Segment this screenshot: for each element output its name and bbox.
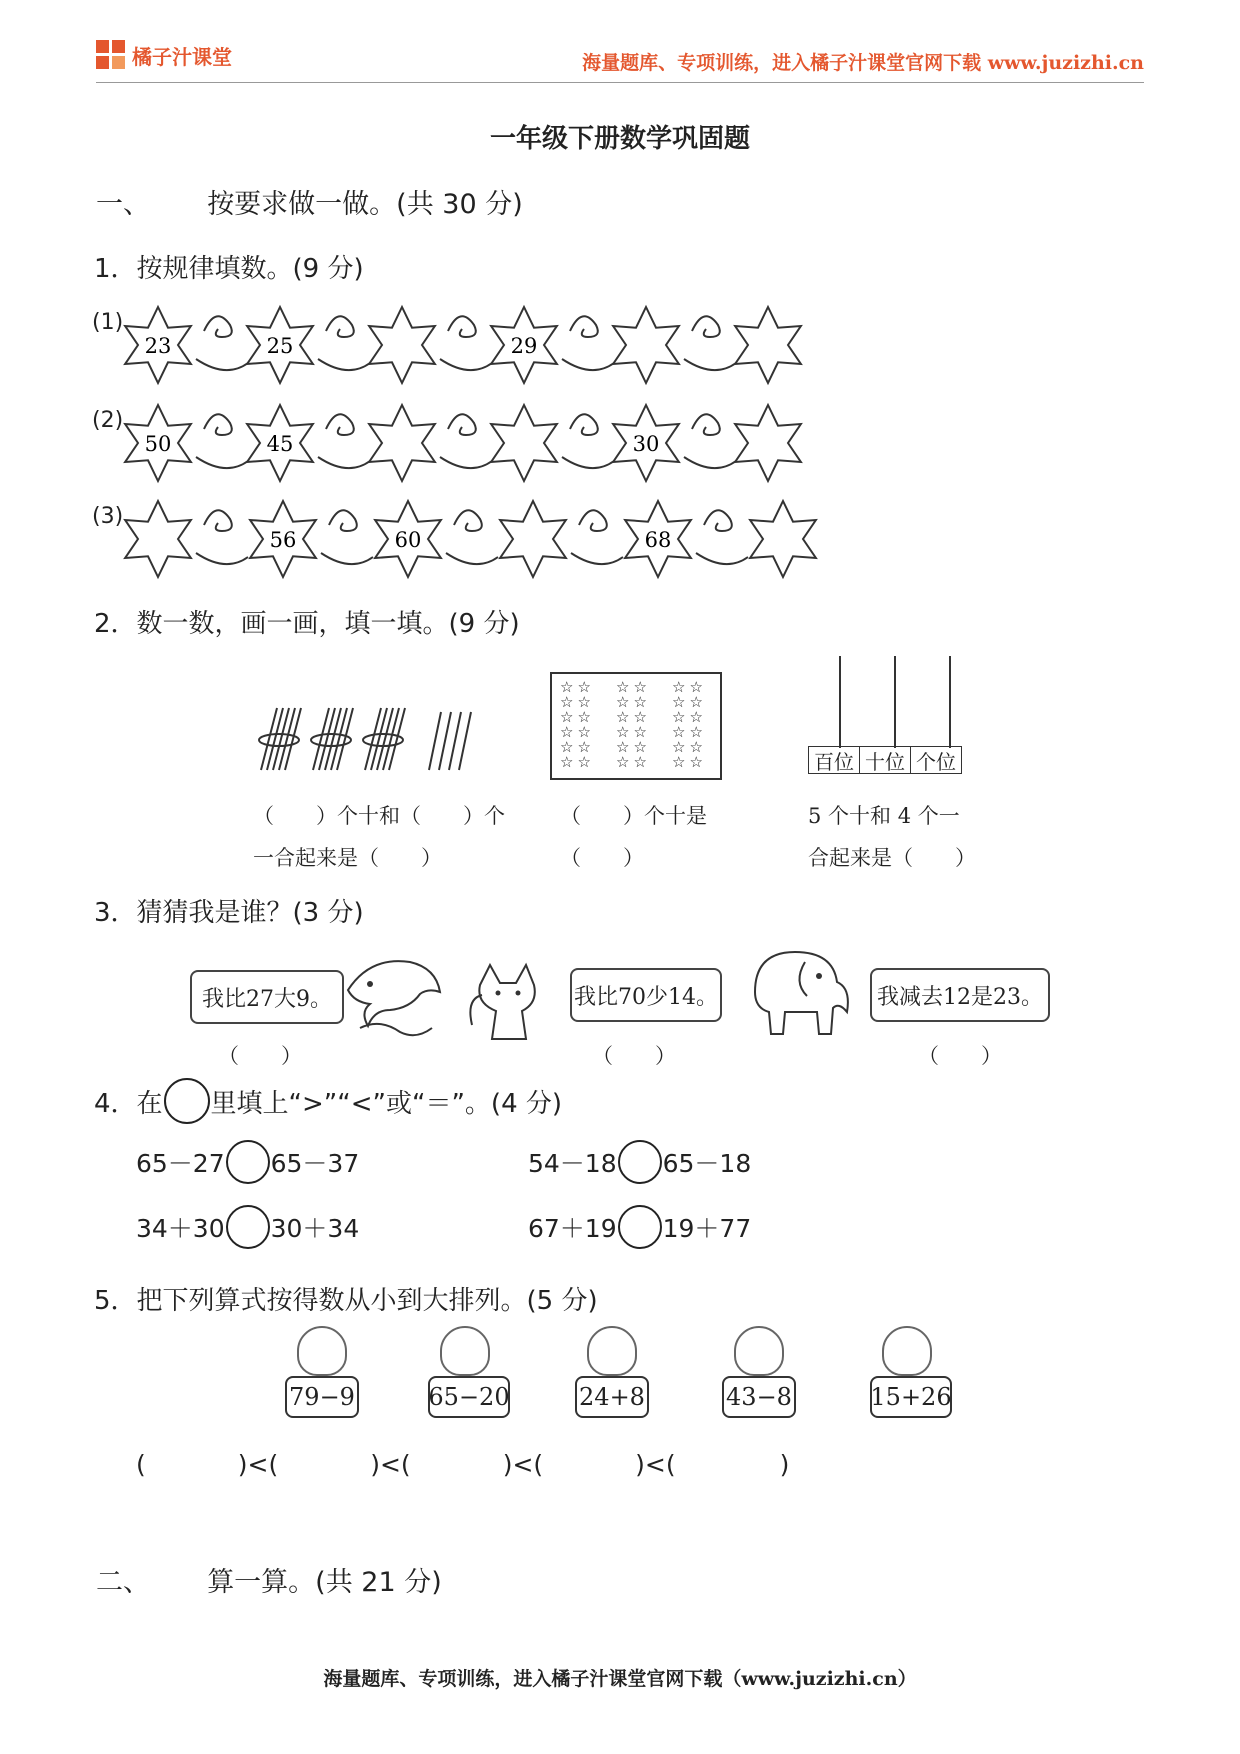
section-title: 算一算。(共 21 分) [207,1567,442,1598]
compare-item-2 [528,1140,751,1184]
compare-item-4 [528,1205,751,1249]
expression-tag: 65−20 [428,1376,510,1418]
header-tagline: 海量题库、专项训练，进入橘子汁课堂官网下载 www.juzizhi.cn [582,52,1144,74]
star-shape [750,501,816,577]
star-shape [735,307,801,383]
swirl-decoration [440,316,492,370]
compare-left: 34＋30 [136,1214,225,1243]
sheep-icon [297,1326,347,1376]
star-pair: ☆☆ [672,753,707,771]
expression-tag: 43−8 [722,1376,796,1418]
star-pair: ☆☆ [672,723,707,741]
question-2-title: 2．数一数，画一画，填一填。(9 分) [94,609,520,639]
order-answer-line [136,1450,789,1479]
sequence-row-label: (1) [92,310,124,335]
compare-right: 19＋77 [662,1214,752,1243]
lion-icon [440,1326,490,1376]
sequence-number: 60 [394,528,422,552]
section-number: 一、 [96,189,150,220]
place-value-labels [808,746,962,774]
swirl-decoration [196,414,248,468]
q2c-line1: 5 个十和 4 个一 [808,804,960,828]
q2b-line2: （ ） [560,846,644,870]
fox-icon [882,1326,932,1376]
order-bracket: )<( [635,1450,676,1479]
sequence-number: 50 [144,432,172,456]
star-pair: ☆☆ [672,693,707,711]
swirl-decoration [562,414,614,468]
sequence-row [120,494,840,584]
section-1-heading [96,182,523,221]
compare-right: 65－18 [662,1149,752,1178]
circle-icon [164,1078,210,1124]
star-shape [369,405,435,481]
compare-circle[interactable] [618,1205,662,1249]
header-divider [96,82,1144,83]
elephant-icon [745,942,855,1042]
order-bracket: ) [779,1450,790,1479]
dolphin-icon [340,948,450,1043]
star-pair: ☆☆ [616,678,651,696]
compare-item-1 [136,1140,359,1184]
q3-answer-3: （ ） [918,1044,1002,1068]
speech-bubble-1: 我比27大9。 [190,970,344,1024]
tiger-icon [734,1326,784,1376]
swirl-decoration [318,316,370,370]
q2b-line1: （ ）个十是 [560,804,707,828]
speech-bubble-3: 我减去12是23。 [870,968,1050,1022]
star-pair: ☆☆ [560,753,595,771]
question-4-title [94,1078,562,1124]
star-pair: ☆☆ [560,693,595,711]
sequence-row [120,398,840,488]
sequence-number: 45 [266,432,294,456]
star-pair: ☆☆ [672,678,707,696]
bundle-2 [311,708,353,770]
fox-icon [468,955,558,1045]
q3-answer-2: （ ） [592,1044,676,1068]
question-1-title: 1．按规律填数。(9 分) [94,254,364,284]
section-2-heading [96,1560,442,1599]
star-grid-box [550,672,722,780]
expression-tag: 79−9 [285,1376,359,1418]
swirl-decoration [318,414,370,468]
section-number: 二、 [96,1567,150,1598]
question-3-title: 3．猜猜我是谁？(3 分) [94,898,364,928]
hundreds-label: 百位 [809,747,860,773]
swirl-decoration [684,316,736,370]
star-shape [735,405,801,481]
star-pair: ☆☆ [616,693,651,711]
swirl-decoration [571,510,623,564]
compare-circle[interactable] [618,1140,662,1184]
bundle-1 [259,708,301,770]
compare-right: 30＋34 [270,1214,360,1243]
star-pair: ☆☆ [616,753,651,771]
star-shape [491,405,557,481]
compare-right: 65－37 [270,1149,360,1178]
swirl-decoration [446,510,498,564]
sequence-number: 25 [266,334,294,358]
q2a-line1: （ ）个十和（ ）个 [253,804,505,828]
swirl-decoration [196,316,248,370]
q3-answer-1: （ ） [218,1044,302,1068]
compare-circle[interactable] [226,1140,270,1184]
place-value-abacus [810,656,980,756]
q2c-line2: 合起来是（ ） [808,846,976,870]
tens-label: 十位 [860,747,911,773]
sequence-number: 29 [510,334,538,358]
sequence-number: 56 [269,528,297,552]
sequence-number: 30 [632,432,660,456]
sequence-row-label: (2) [92,408,124,433]
logo-text: 橘子汁课堂 [132,44,232,69]
q4-title-pre: 4．在 [94,1088,163,1119]
compare-left: 67＋19 [528,1214,617,1243]
swirl-decoration [696,510,748,564]
question-5-title: 5．把下列算式按得数从小到大排列。(5 分) [94,1286,598,1316]
compare-left: 65－27 [136,1149,225,1178]
star-pair: ☆☆ [560,708,595,726]
star-pair: ☆☆ [560,738,595,756]
ones-label: 个位 [916,749,956,774]
swirl-decoration [562,316,614,370]
order-bracket: ( [136,1450,146,1479]
q4-title-post: 里填上“>”“<”或“＝”。(4 分) [210,1088,563,1119]
swirl-decoration [321,510,373,564]
swirl-decoration [684,414,736,468]
elephant-icon [587,1326,637,1376]
brand-logo [96,40,232,70]
star-shape [613,307,679,383]
star-shape [369,307,435,383]
speech-bubble-2: 我比70少14。 [570,968,722,1022]
section-title: 按要求做一做。(共 30 分) [207,189,523,220]
single-sticks [429,712,471,770]
sequence-row-label: (3) [92,504,124,529]
swirl-decoration [440,414,492,468]
star-pair: ☆☆ [616,723,651,741]
swirl-decoration [196,510,248,564]
star-pair: ☆☆ [560,723,595,741]
star-shape [125,501,191,577]
order-bracket: )<( [237,1450,279,1479]
star-pair: ☆☆ [672,708,707,726]
star-pair: ☆☆ [616,738,651,756]
page-title: 一年级下册数学巩固题 [489,124,750,154]
star-shape [500,501,566,577]
bundle-3 [363,708,405,770]
compare-left: 54－18 [528,1149,617,1178]
sequence-number: 68 [644,528,672,552]
stick-bundles-illustration [255,700,485,775]
expression-tag: 24+8 [575,1376,649,1418]
order-bracket: )<( [502,1450,544,1479]
compare-item-3 [136,1205,359,1249]
page-footer: 海量题库、专项训练，进入橘子汁课堂官网下载（www.juzizhi.cn） [323,1668,917,1690]
sequence-number: 23 [144,334,172,358]
q2a-line2: 一合起来是（ ） [253,846,442,870]
compare-circle[interactable] [226,1205,270,1249]
star-pair: ☆☆ [560,678,595,696]
logo-icon [96,40,126,70]
expression-tag: 15+26 [870,1376,952,1418]
order-bracket: )<( [370,1450,411,1479]
star-pair: ☆☆ [616,708,651,726]
star-pair: ☆☆ [672,738,707,756]
sequence-row [120,300,840,390]
